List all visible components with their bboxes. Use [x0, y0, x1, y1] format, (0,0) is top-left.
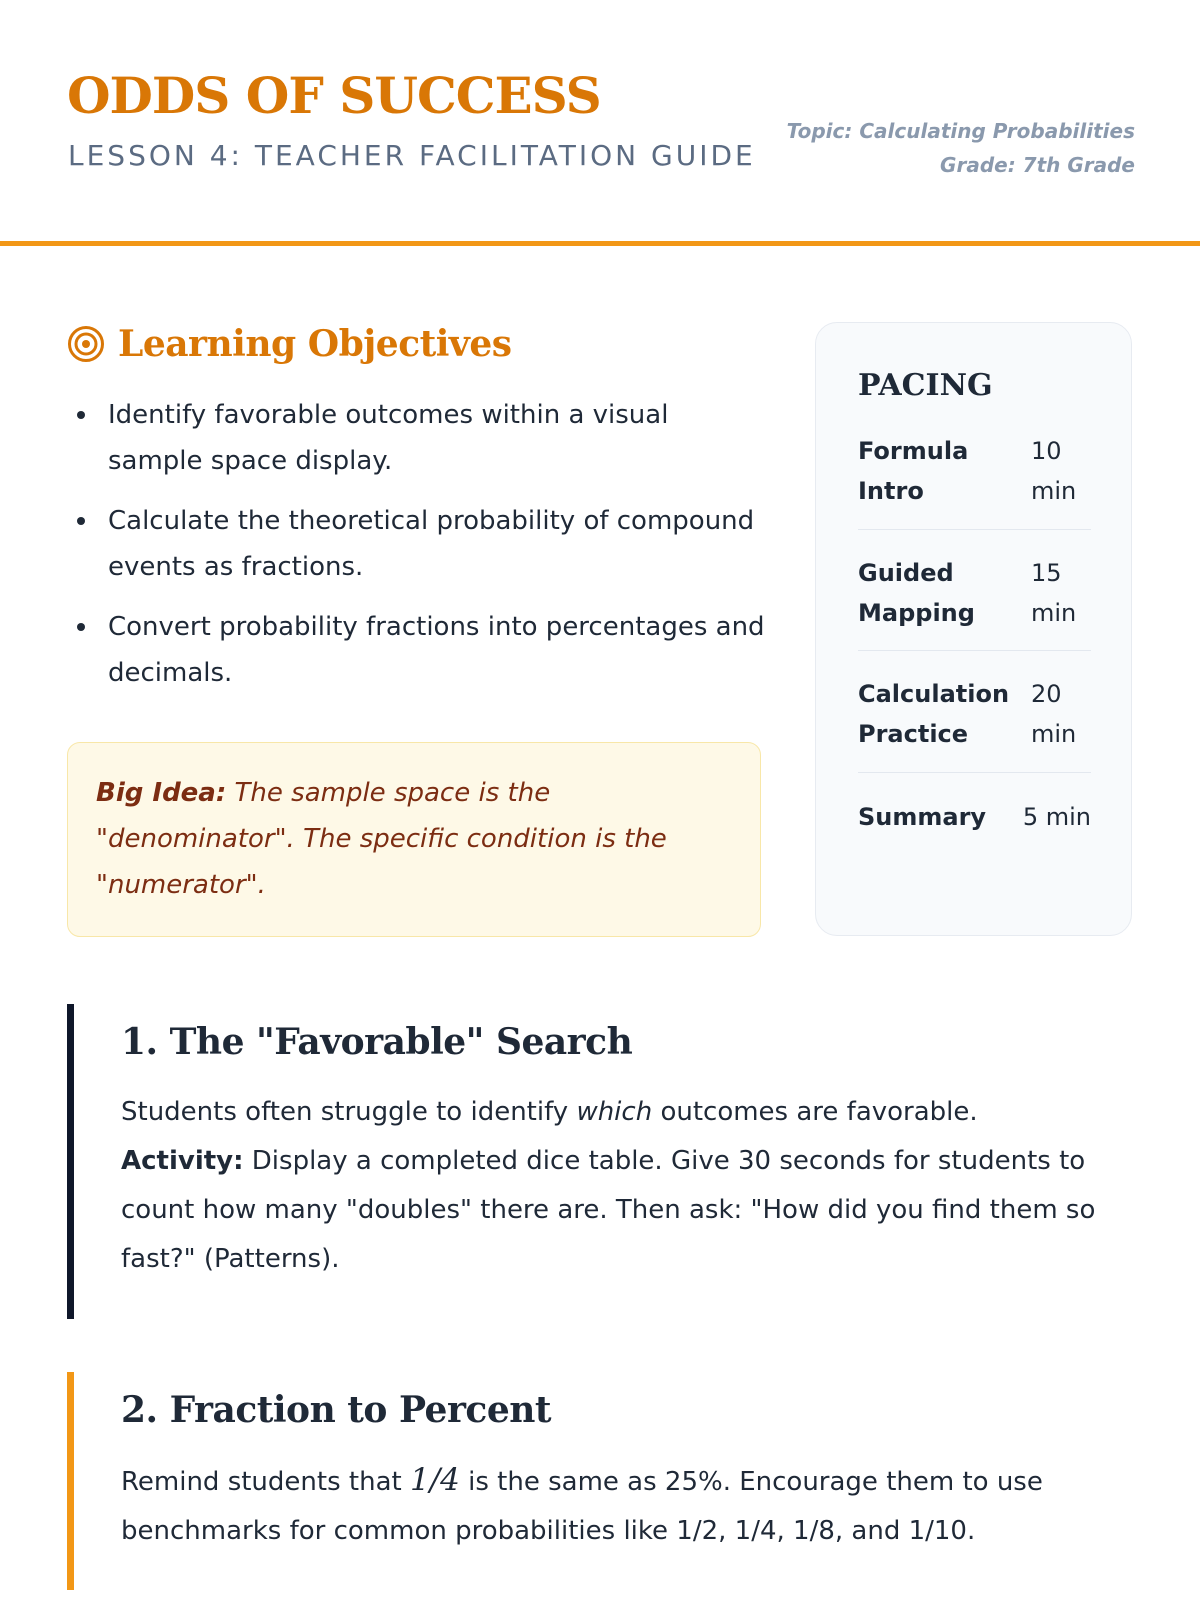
objectives-list	[67, 392, 767, 710]
pacing-title: PACING	[858, 368, 993, 403]
big-idea-callout	[67, 742, 761, 937]
section-intro: Students often struggle to identify	[121, 1097, 577, 1127]
pacing-time: 15 min	[1031, 559, 1077, 627]
pacing-time: 20 min	[1031, 680, 1077, 748]
grade-label: Grade: 7th Grade	[940, 153, 1135, 177]
topic-label: Topic: Calculating Probabilities	[786, 119, 1135, 143]
section-text-end: is the same as 25%. Encourage them to use benchmarks for common probabilities like 1/2, 1/4, 1/8, and 1/10.	[121, 1467, 1043, 1546]
section-favorable-search	[67, 1004, 1137, 1319]
page-subtitle: LESSON 4: TEACHER FACILITATION GUIDE	[68, 139, 756, 172]
section-intro-end: outcomes are favorable.	[652, 1097, 978, 1127]
pacing-activity: Calculation Practice	[858, 680, 1010, 748]
pacing-time: 5 min	[1022, 803, 1091, 831]
pacing-activity: Summary	[858, 803, 987, 831]
pacing-time: 10 min	[1031, 437, 1077, 505]
pacing-card	[815, 322, 1132, 936]
section-emphasis: which	[576, 1097, 653, 1127]
section-fraction-to-percent	[67, 1372, 1137, 1590]
activity-label: Activity:	[121, 1146, 244, 1176]
bullet-icon	[77, 623, 85, 631]
section-body	[121, 1456, 1131, 1556]
pacing-row	[858, 674, 1091, 773]
page-title: ODDS OF SUCCESS	[67, 66, 601, 125]
pacing-row	[858, 553, 1091, 651]
lesson-meta	[787, 114, 1135, 182]
objectives-heading	[67, 322, 512, 366]
bullet-icon	[77, 517, 85, 525]
objective-item	[67, 498, 767, 590]
page-header	[0, 0, 1200, 246]
big-idea-label: Big Idea:	[96, 778, 227, 808]
math-fraction: 1/4	[409, 1462, 460, 1498]
activity-text: Display a completed dice table. Give 30 seconds for students to count how many "doubles" there are. Then ask: "How did you find them so fast?" (Patterns).	[121, 1146, 1096, 1274]
target-icon	[67, 325, 105, 363]
big-idea-text: The sample space is the "denominator". The specific condition is the "numerator".	[96, 778, 667, 900]
section-body	[121, 1088, 1131, 1284]
pacing-row	[858, 797, 1091, 841]
section-title: 2. Fraction to Percent	[121, 1389, 552, 1431]
pacing-activity: Formula Intro	[858, 437, 969, 505]
section-text: Remind students that	[121, 1467, 410, 1497]
objective-text: Calculate the theoretical probability of compound events as fractions.	[108, 506, 755, 582]
objectives-title: Learning Objectives	[118, 323, 512, 365]
pacing-row	[858, 431, 1091, 530]
objective-item	[67, 604, 767, 696]
objective-text: Convert probability fractions into percentages and decimals.	[108, 612, 765, 688]
pacing-activity: Guided Mapping	[858, 559, 975, 627]
section-title: 1. The "Favorable" Search	[121, 1021, 633, 1063]
objective-item	[67, 392, 767, 484]
objective-text: Identify favorable outcomes within a visual sample space display.	[108, 400, 669, 476]
bullet-icon	[77, 411, 85, 419]
